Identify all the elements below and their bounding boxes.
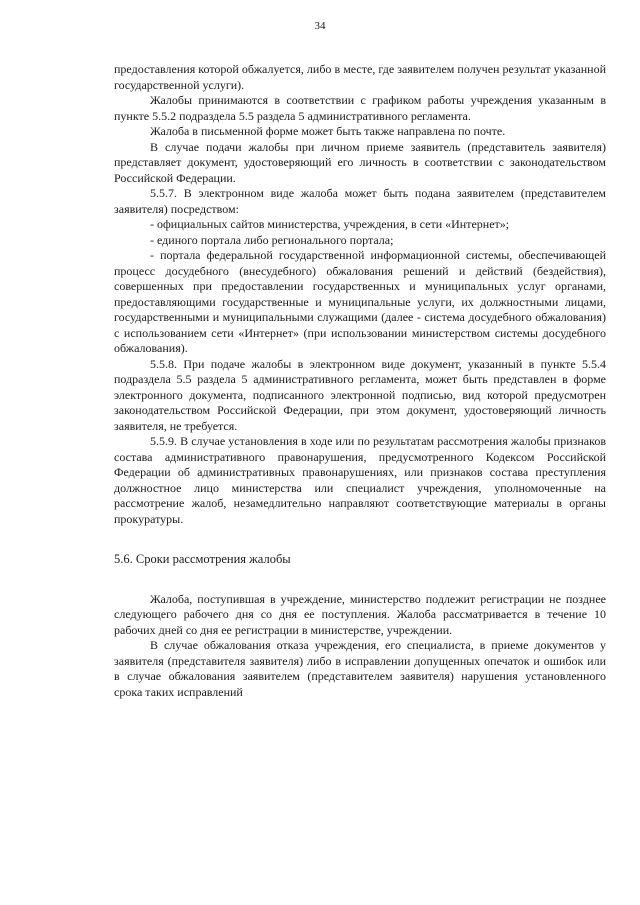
list-item-unified-portal: - единого портала либо регионального портала;: [150, 232, 394, 247]
paragraph-5-5-9: 5.5.9. В случае установления в ходе или по результатам рассмотрения жалобы признаков состава административного правонарушения, предусмотренного Кодексом Российской Федерации об административных правонарушениях, или признаков состава преступления должностное лицо министерства или специалист учреждения, уполномоченные на рассмотрение жалоб, незамедлительно направляют соответствующие материалы в органы прокуратуры.: [114, 434, 606, 526]
page-number: 34: [314, 20, 326, 32]
paragraph-continuation: предоставления которой обжалуется, либо в месте, где заявителем получен результат указанной государственной услуги).: [114, 62, 606, 92]
paragraph-mail: Жалоба в письменной форме может быть также направлена по почте.: [150, 124, 506, 138]
section-heading: 5.6. Сроки рассмотрения жалобы: [114, 552, 291, 566]
paragraph-5-5-7: 5.5.7. В электронном виде жалоба может быть подана заявителем (представителем заявителя) посредством:: [114, 186, 606, 216]
paragraph-appeal-refusal: В случае обжалования отказа учреждения, его специалиста, в приеме документов у заявителя (представителя заявителя) либо в исправлении допущенных опечаток и ошибок или в случае обжалования заявителем (представителем заявителя) нарушения установленного срока таких исправлений: [114, 638, 606, 699]
list-item-federal-portal: - портала федеральной государственной информационной системы, обеспечивающей процесс досудебного (внесудебного) обжалования решений и действий (бездействия), совершенных при предоставлении государственных и муниципальных услуг органами, предоставляющими государственные и муниципальные услуги, их должностными лицами, государственными и муниципальными служащими (далее - система досудебного обжалования) с использованием сети «Интернет» (при использовании министерством системы досудебного обжалования).: [114, 248, 606, 355]
paragraph-5-5-8: 5.5.8. При подаче жалобы в электронном виде документ, указанный в пункте 5.5.4 подраздела 5.5 раздела 5 административного регламента, может быть представлен в форме электронного документа, подписанного электронной подписью, вид которой предусмотрен законодательством Российской Федерации, при этом документ, удостоверяющий личность заявителя, не требуется.: [114, 356, 606, 433]
paragraph-registration: Жалоба, поступившая в учреждение, министерство подлежит регистрации не позднее следующего рабочего дня со дня ее поступления. Жалоба рассматривается в течение 10 рабочих дней со дня ее регистрации в министерстве, учреждении.: [114, 591, 606, 637]
document-body: [114, 62, 606, 700]
paragraph-schedule: Жалобы принимаются в соответствии с графиком работы учреждения указанным в пункте 5.5.2 подраздела 5.5 раздела 5 административного регламента.: [114, 93, 606, 123]
list-item-official-sites: - официальных сайтов министерства, учреждения, в сети «Интернет»;: [150, 217, 510, 231]
paragraph-personal-reception: В случае подачи жалобы при личном приеме заявитель (представитель заявителя) представляет документ, удостоверяющий его личность в соответствии с законодательством Российской Федерации.: [114, 139, 606, 185]
